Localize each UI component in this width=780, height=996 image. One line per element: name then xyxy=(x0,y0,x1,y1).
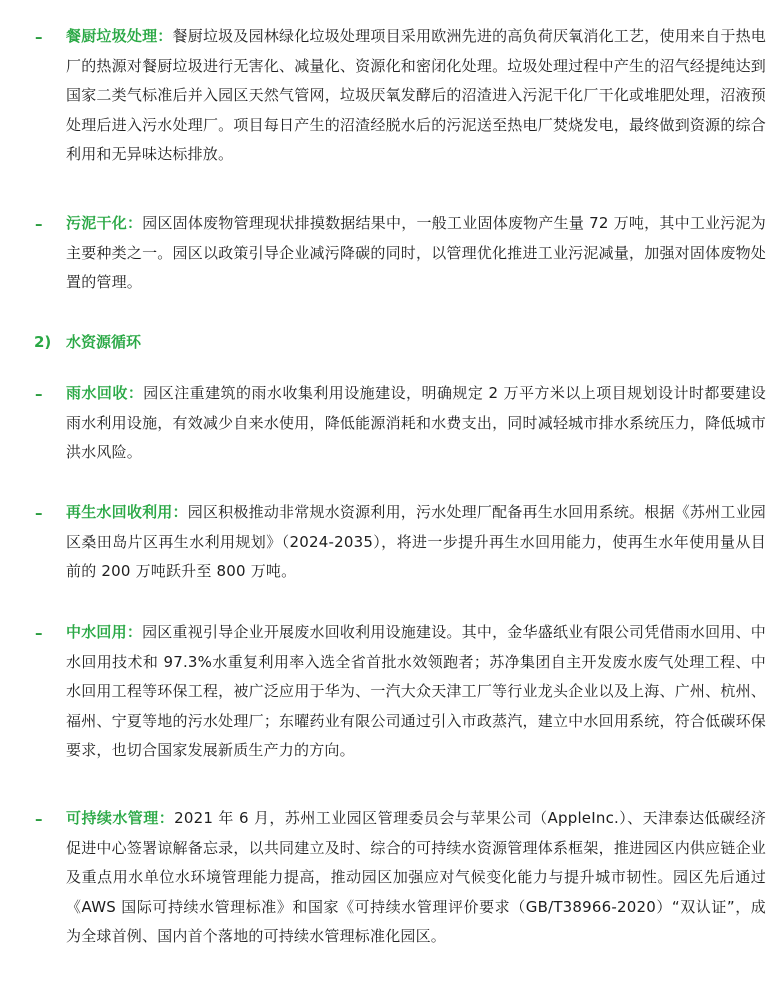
bullet-dash: – xyxy=(35,624,43,642)
paragraph-text: 餐厨垃圾及园林绿化垃圾处理项目采用欧洲先进的高负荷厌氧消化工艺，使用来自于热电厂的热源对餐厨垃圾进行无害化、减量化、资源化和密闭化处理。垃圾处理过程中产生的沼气经提纯达到国家二类气标准后并入园区天然气管网，垃圾厌氧发酵后的沼渣进入污泥干化厂干化或堆肥处理，沼液预处理后进入污水处理厂。项目每日产生的沼渣经脱水后的污泥送至热电厂焚烧发电，最终做到资源的综合利用和无异味达标排放。 xyxy=(66,27,766,163)
bullet-dash: – xyxy=(35,810,43,828)
section-title: 水资源循环 xyxy=(66,333,142,351)
keyword: 中水回用： xyxy=(66,623,143,641)
paragraph-text: 园区重视引导企业开展废水回收利用设施建设。其中，金华盛纸业有限公司凭借雨水回用、中水回用技术和 97.3%水重复利用率入选全省首批水效领跑者；苏净集团自主开发废水废气处理工程、中水回用工程等环保工程，被广泛应用于华为、一汽大众天津工厂等行业龙头企业以及上海、广州、杭州、福州、宁夏等地的污水处理厂；东曜药业有限公司通过引入市政蒸汽，建立中水回用系统，符合低碳环保要求，也切合国家发展新质生产力的方向。 xyxy=(66,623,766,759)
paragraph xyxy=(66,22,766,170)
bullet-dash: – xyxy=(35,28,43,46)
paragraph-text: 园区固体废物管理现状排摸数据结果中，一般工业固体废物产生量 72 万吨，其中工业污泥为主要种类之一。园区以政策引导企业减污降碳的同时，以管理优化推进工业污泥减量，加强对固体废物处置的管理。 xyxy=(66,214,766,291)
paragraph-text: 园区注重建筑的雨水收集利用设施建设，明确规定 2 万平方米以上项目规划设计时都要建设雨水利用设施，有效减少自来水使用，降低能源消耗和水费支出，同时减轻城市排水系统压力，降低城市洪水风险。 xyxy=(66,384,766,461)
bullet-dash: – xyxy=(35,385,43,403)
paragraph-text: 园区积极推动非常规水资源利用，污水处理厂配备再生水回用系统。根据《苏州工业园区桑田岛片区再生水利用规划》（2024-2035），将进一步提升再生水回用能力，使再生水年使用量从目前的 200 万吨跃升至 800 万吨。 xyxy=(66,503,766,580)
keyword: 污泥干化： xyxy=(66,214,143,232)
paragraph xyxy=(66,804,766,952)
keyword: 雨水回收： xyxy=(66,384,144,402)
paragraph-text: 2021 年 6 月，苏州工业园区管理委员会与苹果公司（AppleInc.）、天津泰达低碳经济促进中心签署谅解备忘录，以共同建立及时、综合的可持续水资源管理体系框架，推进园区内供应链企业及重点用水单位水环境管理能力提高，推动园区加强应对气候变化能力与提升城市韧性。园区先后通过《AWS 国际可持续水管理标准》和国家《可持续水管理评价要求（GB/T38966-2020）“双认证”，成为全球首例、国内首个落地的可持续水管理标准化园区。 xyxy=(66,809,766,945)
keyword: 餐厨垃圾处理： xyxy=(66,27,173,45)
keyword: 再生水回收利用： xyxy=(66,503,188,521)
keyword: 可持续水管理： xyxy=(66,809,175,827)
section-number: 2) xyxy=(34,333,52,351)
bullet-dash: – xyxy=(35,504,43,522)
paragraph xyxy=(66,618,766,766)
paragraph xyxy=(66,498,766,587)
paragraph xyxy=(66,379,766,468)
bullet-dash: – xyxy=(35,215,43,233)
paragraph xyxy=(66,209,766,298)
